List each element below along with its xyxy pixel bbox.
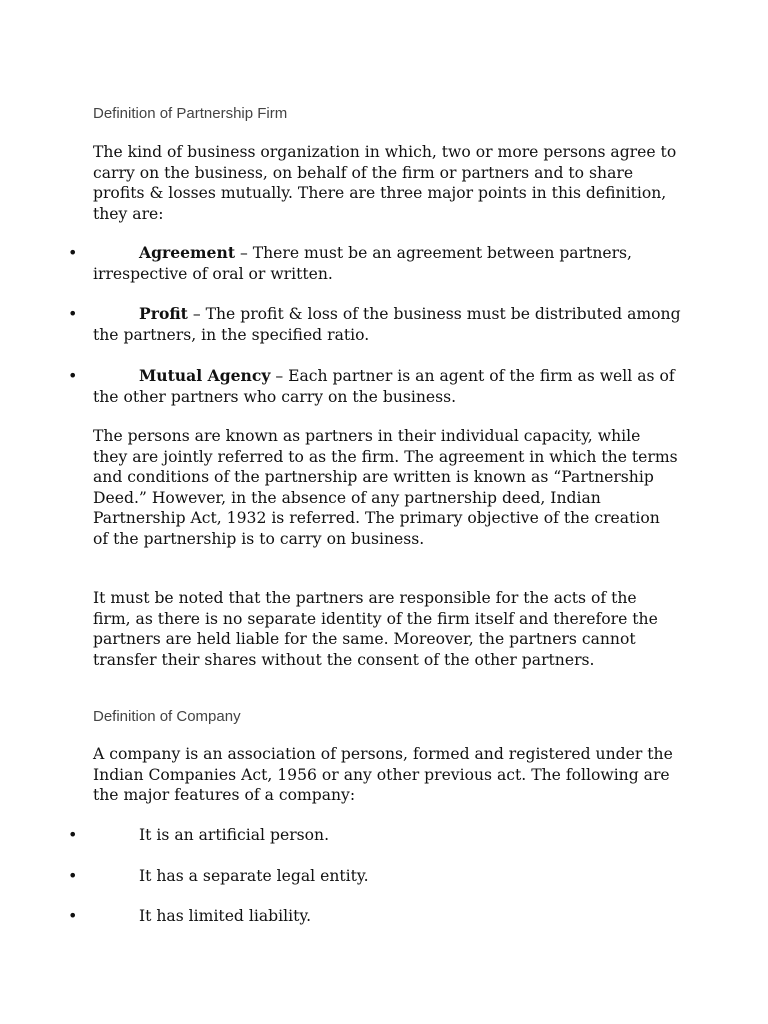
- bullet-icon: •: [68, 304, 78, 323]
- bullet-icon: •: [68, 906, 78, 925]
- point-description: – Each partner is an agent of the firm as well as of the other partners who carry on the business.: [93, 367, 675, 406]
- partnership-paragraph-2: The persons are known as partners in their individual capacity, while they are jointly referred to as the firm. The agreement in which the terms and conditions of the partnership are written is known as “Partnership Deed.” However, in the absence of any partnership deed, Indian Partnership Act, 1932 is referred. The primary objective of the creation of the partnership is to carry on business.: [93, 427, 678, 548]
- point-term: Profit: [139, 304, 188, 323]
- point-text: [93, 243, 683, 284]
- feature-text: It has limited liability.: [139, 907, 312, 925]
- point-text: [93, 304, 683, 345]
- feature-text: It has a separate legal entity.: [139, 867, 369, 885]
- point-description: – The profit & loss of the business must be distributed among the partners, in the specified ratio.: [93, 305, 681, 344]
- bullet-icon: •: [68, 366, 78, 385]
- feature-text: It is an artificial person.: [139, 826, 330, 844]
- partnership-heading: Definition of Partnership Firm: [93, 105, 288, 122]
- company-intro: A company is an association of persons, formed and registered under the Indian Companies Act, 1956 or any other previous act. The following are the major features of a company:: [93, 745, 673, 805]
- partnership-paragraph-3: It must be noted that the partners are responsible for the acts of the firm, as there is no separate identity of the firm itself and therefore the partners are held liable for the same. Moreover, the partners cannot transfer their shares without the consent of the other partners.: [93, 589, 658, 669]
- bullet-icon: •: [68, 243, 78, 262]
- bullet-icon: •: [68, 866, 78, 885]
- bullet-icon: •: [68, 825, 78, 844]
- partnership-intro: The kind of business organization in which, two or more persons agree to carry on the business, on behalf of the firm or partners and to share profits & losses mutually. There are three major points in this definition, they are:: [93, 143, 677, 223]
- point-description: – There must be an agreement between partners, irrespective of oral or written.: [93, 244, 633, 283]
- point-term: Agreement: [139, 243, 236, 262]
- point-term: Mutual Agency: [139, 366, 271, 385]
- company-heading: Definition of Company: [93, 708, 241, 725]
- point-text: [93, 366, 683, 407]
